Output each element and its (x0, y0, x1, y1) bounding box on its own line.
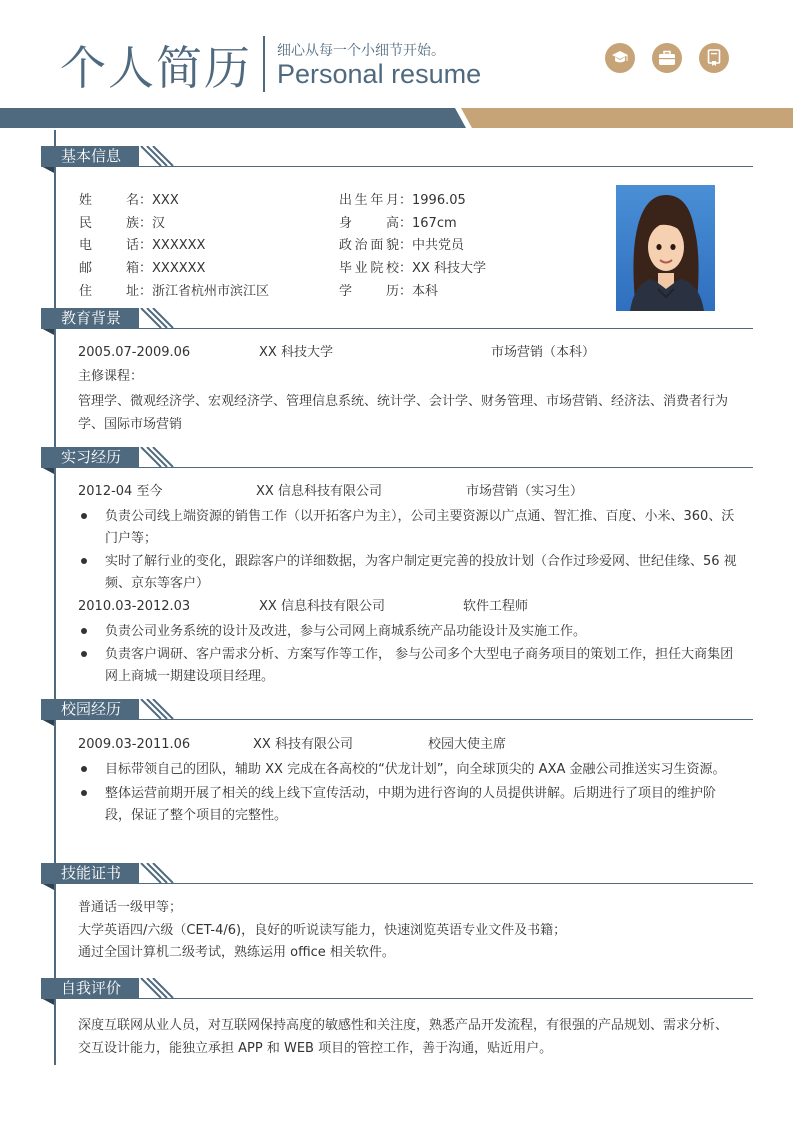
section-title-education: 教育背景 (41, 308, 139, 328)
info-row-degree: 学 历：本科 (339, 284, 439, 299)
campus-bullet-2: 整体运营前期开展了相关的线上线下宣传活动，中期为进行咨询的人员提供讲解。后期进行了项目的维护阶段，保证了整个项目的完整性。 (105, 786, 717, 823)
header-slogan: 细心从每一个小细节开始。 (277, 43, 445, 59)
briefcase-icon (652, 43, 682, 73)
section-stripes (137, 863, 177, 883)
edu-courses-label: 主修课程： (78, 369, 144, 384)
header-divider (263, 36, 265, 92)
section-header-internship (41, 447, 753, 473)
section-header-basic (41, 146, 753, 172)
section-stripes (137, 699, 177, 719)
info-row-name: 姓 名：XXX (79, 193, 179, 208)
intern-2-bullet-2: 负责客户调研、客户需求分析、方案写作等工作， 参与公司多个大型电子商务项目的策划工作，担任大商集团网上商城一期建设项目经理。 (105, 647, 734, 684)
intern-role-1: 市场营销（实习生） (466, 484, 584, 499)
info-row-ethnicity: 民 族：汉 (79, 216, 166, 231)
self-evaluation: 深度互联网从业人员，对互联网保持高度的敏感性和关注度，熟悉产品开发流程，有很强的产品规划、需求分析、交互设计能力，能独立承担 APP 和 WEB 项目的管控工作，善于沟通，贴近用户。 (78, 1018, 729, 1056)
header-title-en: Personal resume (277, 59, 482, 89)
edu-major: 市场营销（本科） (491, 345, 596, 360)
graduation-cap-icon (605, 43, 635, 73)
info-row-height: 身 高：167cm (339, 216, 457, 231)
info-row-school: 毕业院校：XX 科技大学 (339, 261, 486, 276)
section-stripes (137, 978, 177, 998)
bullet-dot (81, 513, 87, 519)
intern-company-1: XX 信息科技有限公司 (256, 484, 382, 499)
info-row-address: 住 址：浙江省杭州市滨江区 (79, 284, 270, 299)
section-stripes (137, 447, 177, 467)
intern-period-2: 2010.03-2012.03 (78, 599, 191, 614)
section-header-education (41, 308, 753, 334)
campus-bullet-1: 目标带领自己的团队，辅助 XX 完成在各高校的“伏龙计划”，向全球顶尖的 AXA 金融公司推送实习生资源。 (105, 762, 726, 777)
section-header-skills (41, 863, 753, 889)
intern-2-bullet-1: 负责公司业务系统的设计及改进，参与公司网上商城系统产品功能设计及实施工作。 (105, 624, 587, 639)
intern-company-2: XX 信息科技有限公司 (259, 599, 385, 614)
intern-period-1: 2012-04 至今 (78, 484, 163, 499)
campus-org: XX 科技有限公司 (253, 737, 353, 752)
edu-school: XX 科技大学 (259, 345, 333, 360)
bullet-dot (81, 790, 87, 796)
info-row-politics: 政治面貌：中共党员 (339, 238, 465, 253)
page-title: 个人简历 (60, 41, 252, 95)
header-band (0, 108, 793, 128)
campus-role: 校园大使主席 (428, 737, 507, 752)
edu-period: 2005.07-2009.06 (78, 345, 191, 360)
intern-role-2: 软件工程师 (463, 599, 529, 614)
section-title-basic: 基本信息 (41, 146, 139, 166)
section-header-self (41, 978, 753, 1004)
timeline-line (54, 130, 56, 1065)
profile-photo (616, 185, 715, 311)
certificate-icon (699, 43, 729, 73)
info-row-phone: 电 话：XXXXXX (79, 238, 206, 253)
skill-item: 普通话一级甲等； (78, 900, 183, 915)
section-title-self: 自我评价 (41, 978, 139, 998)
section-title-skills: 技能证书 (41, 863, 139, 883)
section-header-campus (41, 699, 753, 725)
bullet-dot (81, 628, 87, 634)
skill-item: 通过全国计算机二级考试，熟练运用 office 相关软件。 (78, 945, 395, 960)
bullet-dot (81, 766, 87, 772)
bullet-dot (81, 558, 87, 564)
section-title-campus: 校园经历 (41, 699, 139, 719)
bullet-dot (81, 651, 87, 657)
info-row-birth: 出生年月：1996.05 (339, 193, 466, 208)
info-row-email: 邮 箱：XXXXXX (79, 261, 206, 276)
edu-courses: 管理学、微观经济学、宏观经济学、管理信息系统、统计学、会计学、财务管理、市场营销、经济法、消费者行为学、国际市场营销 (78, 394, 729, 432)
section-stripes (137, 146, 177, 166)
skill-item: 大学英语四/六级（CET-4/6)，良好的听说读写能力，快速浏览英语专业文件及书籍； (78, 923, 567, 938)
section-title-internship: 实习经历 (41, 447, 139, 467)
campus-period: 2009.03-2011.06 (78, 737, 191, 752)
intern-1-bullet-1: 负责公司线上端资源的销售工作（以开拓客户为主），公司主要资源以广点通、智汇推、百度、小米、360、沃门户等； (105, 509, 735, 546)
intern-1-bullet-2: 实时了解行业的变化，跟踪客户的详细数据，为客户制定更完善的投放计划（合作过珍爱网、世纪佳缘、56 视频、京东等客户） (105, 554, 737, 591)
section-stripes (137, 308, 177, 328)
